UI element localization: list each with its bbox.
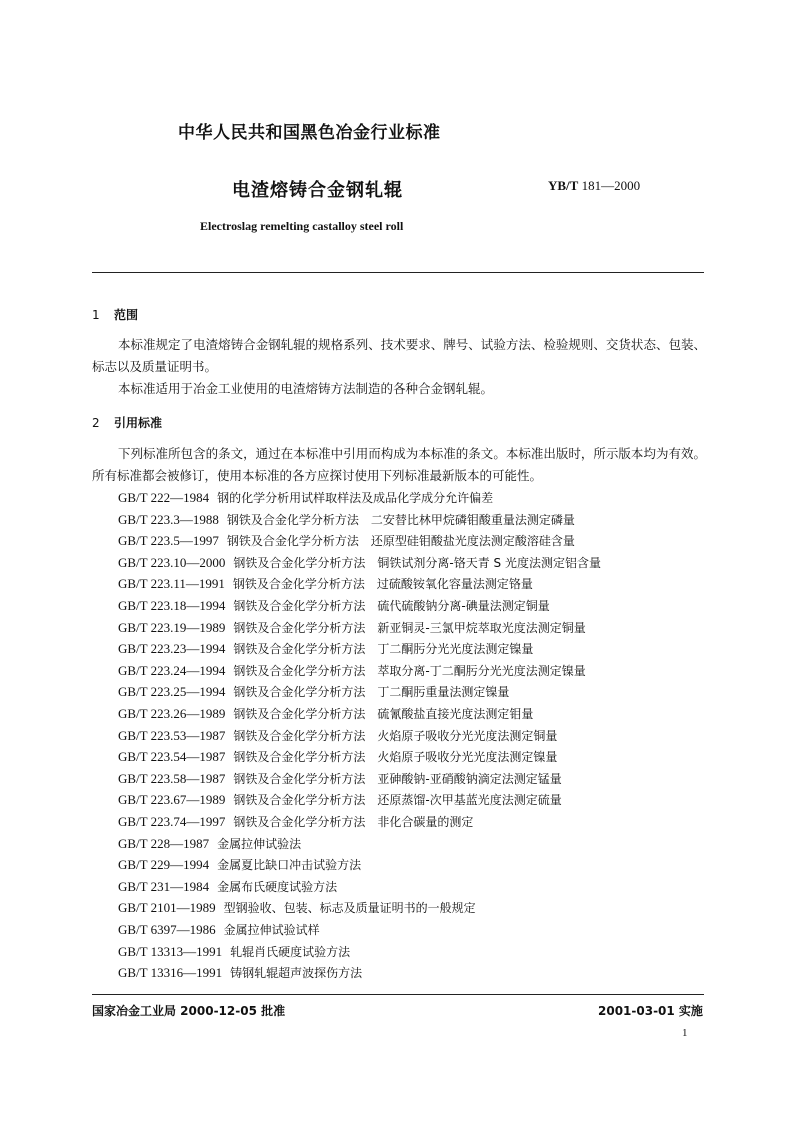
section-1-number: 1 [92,308,100,322]
reference-title: 钢铁及合金化学分析方法 丁二酮肟重量法测定镍量 [233,685,510,700]
reference-code: GB/T 223.53—1987 [118,727,226,743]
reference-code: GB/T 223.74—1997 [118,814,226,829]
reference-title: 钢铁及合金化学分析方法 亚砷酸钠-亚硝酸钠滴定法测定锰量 [233,771,562,786]
reference-code: GB/T 223.3—1988 [118,511,219,527]
approval-note: 国家冶金工业局 2000-12-05 批准 [92,1004,286,1018]
reference-title: 金属拉伸试验法 [217,836,302,851]
reference-item [118,554,601,571]
reference-code: GB/T 222—1984 [118,490,210,505]
page-number: 1 [682,1027,688,1039]
reference-code: GB/T 223.24—1994 [118,662,226,678]
reference-item [118,640,533,657]
reference-code: GB/T 13313—1991 [118,943,223,959]
section-2-heading [92,414,162,431]
reference-title: 钢铁及合金化学分析方法 萃取分离-丁二酮肟分光光度法测定镍量 [233,663,586,678]
reference-code: GB/T 13316—1991 [118,965,223,981]
reference-code: GB/T 223.25—1994 [118,684,226,700]
reference-item [118,705,533,722]
reference-item [118,964,362,981]
reference-title: 钢铁及合金化学分析方法 铜铁试剂分离-铬天青 S 光度法测定铝含量 [233,555,601,570]
reference-item [118,748,557,765]
reference-item [118,943,350,960]
standard-code-prefix: YB/T [548,178,579,193]
reference-item [118,683,509,700]
reference-title: 钢的化学分析用试样取样法及成品化学成分允许偏差 [217,491,494,505]
footer-divider [92,994,704,995]
reference-item [118,878,337,895]
reference-item [118,856,361,873]
standard-code [548,178,640,194]
reference-code: GB/T 223.10—2000 [118,554,226,570]
reference-title: 金属拉伸试验试样 [223,923,320,937]
document-title-cn: 电渣熔铸合金钢轧辊 [232,180,403,201]
section-2-title: 引用标准 [114,416,163,430]
reference-item [118,575,533,592]
reference-title: 金属布氏硬度试验方法 [217,879,338,894]
reference-title: 钢铁及合金化学分析方法 过硫酸铵氧化容量法测定铬量 [232,577,533,592]
reference-title: 钢铁及合金化学分析方法 火焰原子吸收分光光度法测定铜量 [233,728,558,743]
reference-item [118,597,550,614]
reference-code: GB/T 223.18—1994 [118,598,226,613]
reference-title: 型钢验收、包装、标志及质量证明书的一般规定 [223,901,476,916]
reference-code: GB/T 223.58—1987 [118,770,226,786]
reference-item [118,835,301,852]
section-1-paragraph-2: 本标准适用于冶金工业使用的电渣熔铸方法制造的各种合金钢轧辊。 [118,381,494,396]
reference-title: 钢铁及合金化学分析方法 新亚铜灵-三氯甲烷萃取光度法测定铜量 [233,620,586,635]
reference-title: 金属夏比缺口冲击试验方法 [217,858,362,873]
section-2-number: 2 [92,416,100,430]
document-title-en: Electroslag remelting castalloy steel roll [200,219,404,233]
reference-code: GB/T 223.19—1989 [118,619,226,635]
reference-code: GB/T 223.26—1989 [118,706,226,721]
reference-item [118,727,557,744]
reference-title: 钢铁及合金化学分析方法 二安替比林甲烷磷钼酸重量法测定磷量 [226,512,575,527]
header-divider [92,272,704,273]
reference-item [118,532,575,549]
section-1-heading [92,306,138,323]
reference-title: 钢铁及合金化学分析方法 硫代硫酸钠分离-碘量法测定铜量 [233,599,550,613]
section-1-paragraph-1: 本标准规定了电渣熔铸合金钢轧辊的规格系列、技术要求、牌号、试验方法、检验规则、交货状态、包装、标志以及质量证明书。 [92,337,706,374]
standard-code-number: 181—2000 [581,178,641,193]
reference-code: GB/T 2101—1989 [118,900,216,916]
reference-code: GB/T 223.5—1997 [118,533,219,549]
reference-code: GB/T 223.54—1987 [118,749,226,765]
reference-title: 钢铁及合金化学分析方法 硫氰酸盐直接光度法测定钼量 [233,707,534,721]
reference-title: 钢铁及合金化学分析方法 还原型硅钼酸盐光度法测定酸溶硅含量 [226,534,575,549]
reference-code: GB/T 229—1994 [118,857,210,873]
reference-code: GB/T 223.23—1994 [118,641,226,657]
issuing-organization: 中华人民共和国黑色冶金行业标准 [178,123,441,143]
reference-item [118,662,586,679]
reference-code: GB/T 223.67—1989 [118,792,226,808]
reference-item [118,791,562,808]
reference-item [118,511,575,528]
reference-item [118,770,562,787]
reference-code: GB/T 6397—1986 [118,922,216,937]
reference-title: 铸钢轧辊超声波探伤方法 [230,966,363,981]
reference-title: 轧辊肖氏硬度试验方法 [230,944,351,959]
reference-code: GB/T 223.11—1991 [118,576,225,592]
reference-code: GB/T 231—1984 [118,878,210,894]
reference-code: GB/T 228—1987 [118,835,210,851]
reference-item [118,899,476,916]
reference-item [118,921,320,938]
reference-title: 钢铁及合金化学分析方法 火焰原子吸收分光光度法测定镍量 [233,750,558,765]
reference-title: 钢铁及合金化学分析方法 丁二酮肟分光光度法测定镍量 [233,642,534,657]
effective-date: 2001-03-01 实施 [598,1004,703,1018]
reference-title: 钢铁及合金化学分析方法 非化合碳量的测定 [233,815,474,829]
reference-item [118,489,493,506]
reference-title: 钢铁及合金化学分析方法 还原蒸馏-次甲基蓝光度法测定硫量 [233,793,562,808]
reference-item [118,619,586,636]
section-2-intro: 下列标准所包含的条文，通过在本标准中引用而构成为本标准的条文。本标准出版时，所示版本均为有效。所有标准都会被修订，使用本标准的各方应探讨使用下列标准最新版本的可能性。 [92,446,706,483]
reference-item [118,813,473,830]
section-1-title: 范围 [114,308,139,322]
